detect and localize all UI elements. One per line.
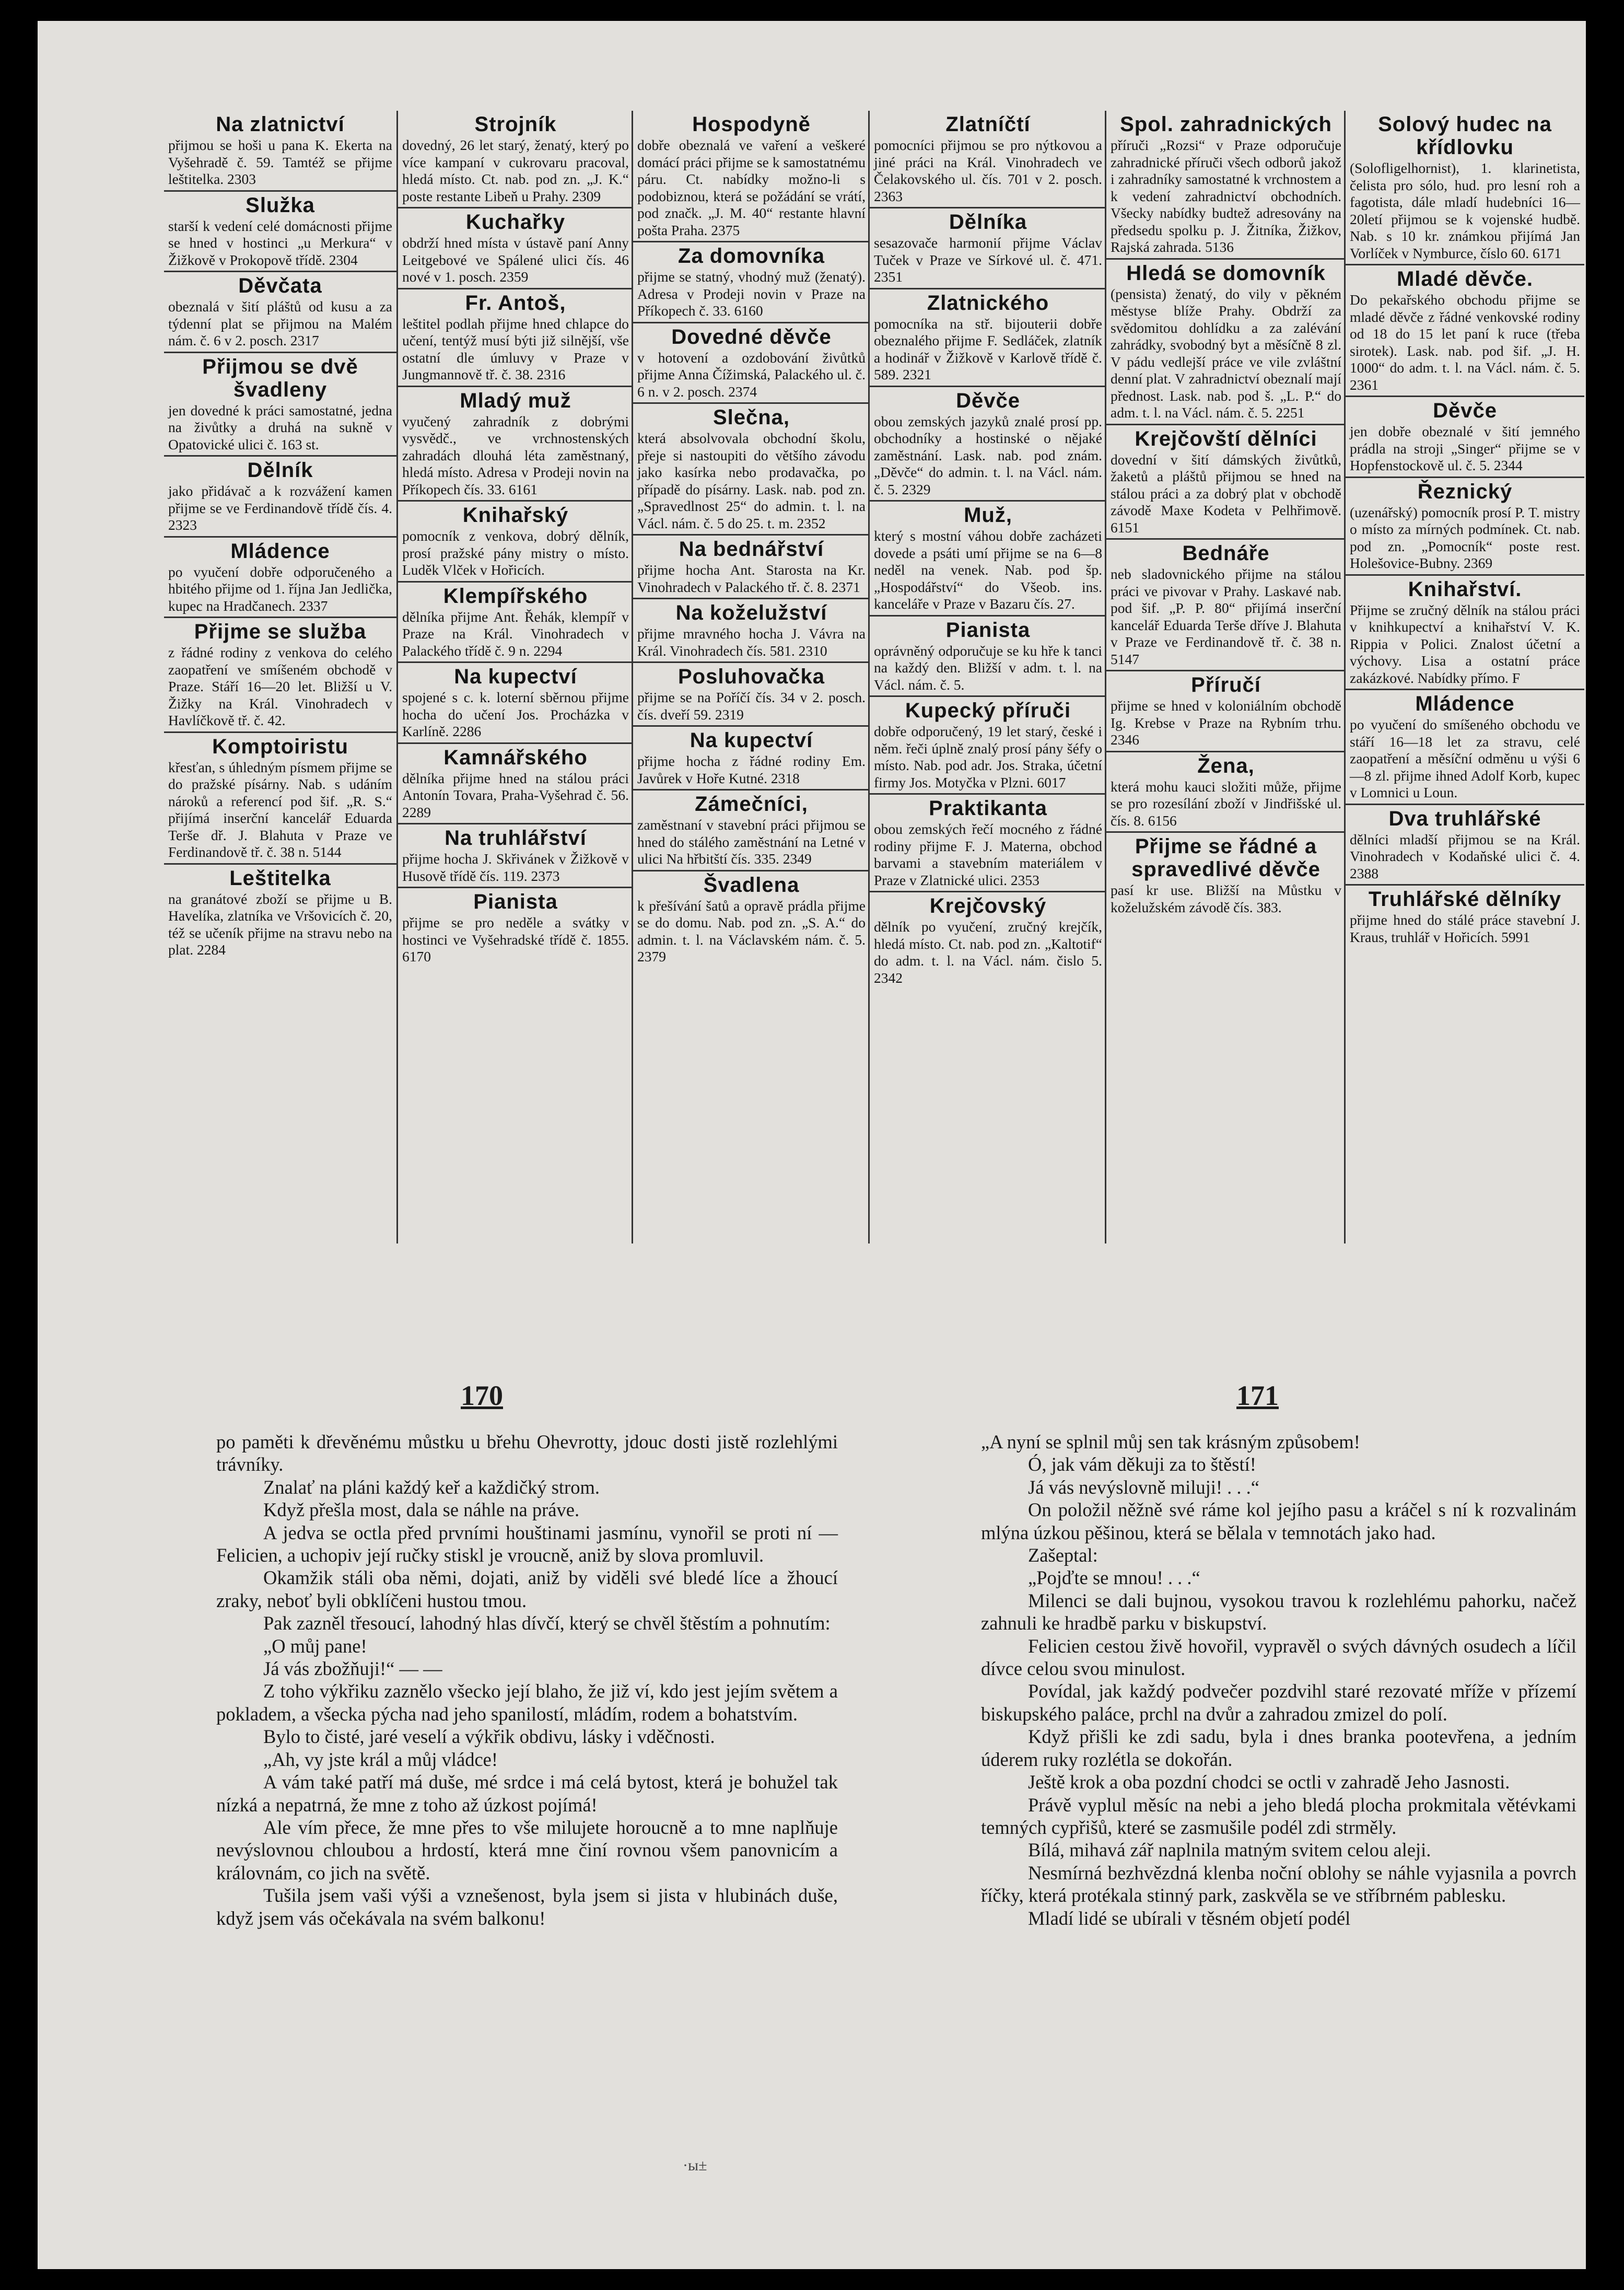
ad-column-6	[1344, 111, 1584, 1243]
story-paragraph: A vám také patří má duše, mé srdce i má celá bytost, která je bohužel tak nízká a nepatrná, že mne z toho až úzkost pojímá!	[216, 1771, 838, 1816]
ad-text: spojené s c. k. loterní sběrnou přijme hocha do učení Jos. Procházka v Karlíně. 2286	[402, 689, 629, 739]
ad-heading: Na zlatnictví	[216, 113, 345, 136]
story-paragraph: Když přišli ke zdi sadu, byla i dnes branka pootevřena, a jedním úderem ruky rozlétla se dokořán.	[981, 1726, 1576, 1770]
story-paragraph: On položil něžně své ráme kol jejího pasu a kráčel s ní k rozvalinám mlýna úzkou pěšinou, která se bělala v temnotách jako had.	[981, 1499, 1576, 1543]
ad-heading: Krejčovský	[929, 894, 1047, 917]
ad-heading: Dělníka	[949, 211, 1027, 234]
story-paragraph: Právě vyplul měsíc na nebi a jeho bledá plocha prokmitala větévkami temných cypřišů, které se zasmušile podél zdi strměly.	[981, 1794, 1576, 1838]
ad-text: vyučený zahradník z dobrými vysvědč., ve vrchnostenských zahradách dlouhá léta zaměstnaný, hledá místo. Adresa v Prodeji novin na Příkopech čís. 33. 6161	[402, 413, 629, 497]
ad-text: zaměstnaní v stavební práci přijmou se hned do stálého zaměstnání na Letné v ulici Na hřbitští čís. 335. 2349	[637, 817, 866, 867]
ad-text: pomocníka na stř. bijouterii dobře obeznalého přijme F. Sedláček, zlatník a hodinář v Žižkově v Karlově třídě č. 589. 2321	[874, 315, 1102, 382]
classified-ad	[870, 697, 1106, 795]
story-paragraph: Milenci se dali bujnou, vysokou travou k rozlehlému pahorku, načež zahnuli ke hradbě parku v biskupství.	[981, 1589, 1576, 1634]
ad-text: k přešívání šatů a opravě prádla přijme se do domu. Nab. pod zn. „S. A.“ do admin. t. l. na Václavském nám. č. 5. 2379	[637, 897, 866, 964]
ad-text: pomocník z venkova, dobrý dělník, prosí pražské pány mistry o místo. Luděk Vlček v Hořicích.	[402, 528, 629, 578]
classified-ad	[870, 892, 1106, 989]
story-paragraph: Zašeptal:	[1028, 1544, 1098, 1566]
classified-ad	[398, 888, 633, 968]
ad-heading: Kupecký příruči	[905, 699, 1071, 722]
ad-heading: Zlatnického	[927, 291, 1049, 315]
ad-heading: Pianista	[945, 618, 1031, 642]
ad-heading: Posluhovačka	[677, 665, 825, 688]
classified-ad	[870, 208, 1106, 289]
ad-text: v hotovení a ozdobování živůtků přijme Anna Čížimská, Palackého ul. č. 6 n. v 2. posch. 2374	[637, 349, 866, 400]
story-paragraph: „A nyní se splnil můj sen tak krásným způsobem!	[981, 1431, 1360, 1452]
page-number-left: 170	[461, 1380, 503, 1411]
classified-ad	[164, 353, 396, 457]
ad-heading: Přijme se služba	[194, 620, 367, 643]
ad-heading: Na kupectví	[454, 665, 577, 688]
classified-ad	[633, 663, 870, 727]
ad-heading: Knihařský	[462, 504, 569, 527]
ad-heading: Dělník	[247, 459, 313, 482]
ad-heading: Děvčata	[238, 274, 322, 297]
ad-heading: Na koželužství	[675, 601, 827, 624]
story-paragraph: „Pojďte se mnou! . . .“	[1028, 1567, 1200, 1589]
classified-ad	[1346, 478, 1584, 576]
ad-text: pomocníci přijmou se pro nýtkovou a jiné práci na Král. Vinohradech ve Čelakovského ul. čís. 701 v 2. posch. 2363	[874, 137, 1102, 204]
ad-text: která absolvovala obchodní školu, přeje si nastoupiti do většího závodu jako kasírka nebo prodavačka, po případě do písárny. Lask. nab. pod zn. „Spravedlnost 25“ do admin. t. l. na Václ. nám. č. 5 do 25. t. m. 2352	[637, 430, 866, 531]
ad-text: leštitel podlah přijme hned chlapce do učení, tentýž musí býti již silnější, vše ostatní dle úmluvy v Praze v Jungmannově tř. č. 38. 2316	[402, 315, 629, 382]
ad-heading: Komptoiristu	[212, 735, 348, 758]
classified-ad	[1346, 690, 1584, 805]
classified-ad	[398, 208, 633, 289]
classified-ad	[164, 457, 396, 538]
story-paragraph: Povídal, jak každý podvečer pozdvihl staré rezovaté mříže v přízemí biskupského paláce, prchl na dvůr a zahradou zmizel do polí.	[981, 1680, 1576, 1725]
ad-heading: Žena,	[1197, 754, 1255, 777]
ad-text: na granátové zboží se přijme u B. Havelíka, zlatníka ve Vršovicích č. 20, též se učeník přijme na stravu nebo na plat. 2284	[168, 890, 392, 958]
story-page-left	[216, 1431, 838, 1929]
ad-heading: Spol. zahradnických	[1120, 113, 1332, 136]
ad-heading: Hledá se domovník	[1126, 261, 1326, 285]
newspaper-page	[38, 21, 1586, 2269]
story-paragraph: Tušila jsem vaši výši a vznešenost, byla jsem si jista v hlubinách duše, když jsem vás očekávala na svém balkonu!	[216, 1885, 838, 1929]
ad-text: přijme hned do stálé práce stavební J. Kraus, truhlář v Hořicích. 5991	[1350, 912, 1580, 945]
ad-heading: Švadlena	[703, 873, 800, 897]
classified-ad	[164, 111, 396, 192]
story-paragraph: „Ah, vy jste král a můj vládce!	[263, 1748, 498, 1770]
ad-heading: Praktikanta	[929, 797, 1047, 820]
classified-ad	[164, 538, 396, 619]
classified-ad	[633, 242, 870, 323]
classified-ad	[398, 583, 633, 664]
ad-heading: Zámečníci,	[695, 793, 808, 816]
classified-ad	[1106, 425, 1346, 540]
ad-heading: Přijme se řádné a spravedlivé děvče	[1131, 835, 1321, 881]
ad-heading: Zlatníčtí	[945, 113, 1031, 136]
story-paragraph: Já vás nevýslovně miluji! . . .“	[1028, 1476, 1259, 1498]
classified-ad	[1106, 752, 1346, 833]
story-paragraph: Mladí lidé se ubírali v těsném objetí podél	[1028, 1907, 1351, 1929]
classified-ad	[633, 536, 870, 599]
ad-heading: Na bednářství	[679, 538, 824, 561]
classified-ad	[164, 192, 396, 273]
ad-heading: Děvče	[956, 389, 1020, 412]
ad-text: (Solofligelhornist), 1. klarinetista, čelista pro sólo, hud. pro lesní roh a fagotista, dále mladí hudebníci 16—20letí přijmou se k vojenské hudbě. Nab. s 10 kr. známkou přijímá Jan Vorlíček v Nymburce, číslo 60. 6171	[1350, 160, 1580, 261]
ad-column-4	[868, 111, 1106, 1243]
ad-text: obou zemských řečí mocného z řádné rodiny přijme F. J. Materna, obchod barvami a stavebním materiálem v Praze v Zlatnické ulici. 2353	[874, 821, 1102, 888]
ad-text: příruči „Rozsi“ v Praze odporučuje zahradnické příruči všech odborů jakož i zahradníky samostatné k vrchnostem a k vedení zahradnictví obchodních. Všecky nabídky budtež adresovány na předsedu spolku p. J. Žitníka, Žižkov, Rajská zahrada. 5136	[1111, 137, 1341, 255]
ad-heading: Příručí	[1191, 673, 1261, 696]
classified-ad	[164, 865, 396, 961]
ad-text: (uzenářský) pomocník prosí P. T. mistry o místo za mírných podmínek. Ct. nab. pod zn. „Pomocník“ poste rest. Holešovice-Bubny. 2369	[1350, 504, 1580, 571]
story-paragraph: Z toho výkřiku zaznělo všecko její blaho, že již ví, kdo jest jejím světem a pokladem, a všecka pýcha nad jeho spanilostí, mládím, rodem a bohatstvím.	[216, 1680, 838, 1725]
classified-ad	[870, 502, 1106, 617]
ad-heading: Klempířského	[443, 584, 588, 608]
story-paragraph: „O můj pane!	[263, 1635, 367, 1657]
classified-ad	[1346, 576, 1584, 691]
ad-heading: Bednáře	[1182, 542, 1270, 565]
ad-text: dobře obeznalá ve vaření a veškeré domácí práci přijme se k samostatnému páru. Ct. nabídky možno-li s podobiznou, která se požádání se vrátí, pod značk. „J. M. 40“ restante hlavní pošta Praha. 2375	[637, 137, 866, 238]
ad-text: který s mostní váhou dobře zacházeti dovede a psáti umí přijme se na 6—8 neděl na venek. Nab. pod šp. „Hospodářství“ do Všeob. ins. kanceláře v Praze v Bazaru čís. 27.	[874, 528, 1102, 612]
ad-text: neb sladovnického přijme na stálou práci ve pivovar v Prahy. Laskavé nab. pod šif. „P. P. 80“ přijímá inserční kancelář Eduarda Terše dříve J. Blahuta v Praze ve Ferdinandově tř. č. 38 n. 5147	[1111, 566, 1341, 667]
ad-text: sesazovače harmonií přijme Václav Tuček v Praze ve Sírkové ul. č. 471. 2351	[874, 235, 1102, 285]
ad-heading: Fr. Antoš,	[465, 291, 566, 315]
classified-ad	[633, 727, 870, 791]
classified-ad	[164, 272, 396, 353]
classified-ad	[633, 871, 870, 968]
ad-column-1	[164, 111, 396, 1243]
ad-text: obdrží hned místa v ústavě paní Anny Leitgebové ve Spálené ulici čís. 46 nové v 1. posch. 2359	[402, 235, 629, 285]
story-paragraph: Bílá, mihavá zář naplnila matným svitem celou aleji.	[1028, 1839, 1431, 1861]
classified-ad	[164, 618, 396, 733]
page-number-right: 171	[1236, 1380, 1279, 1411]
classified-ad	[633, 791, 870, 871]
classified-ad	[398, 502, 633, 583]
story-paragraph: Felicien cestou živě hovořil, vypravěl o svých dávných osudech a líčil dívce celou svou minulost.	[981, 1635, 1576, 1680]
classified-ad	[1346, 111, 1584, 265]
ad-heading: Truhlářské dělníky	[1368, 888, 1562, 911]
classified-ad	[870, 111, 1106, 208]
ad-text: přijme se na Poříčí čís. 34 v 2. posch. čís. dveří 59. 2319	[637, 689, 866, 723]
classified-ad	[398, 289, 633, 387]
classified-ad	[1106, 540, 1346, 671]
ad-text: Přijme se zručný dělník na stálou práci v knihkupectví a knihařství V. K. Rippia v Polici. Znalost účetní a výchovy. Lisa a ostatní práce zakázkové. Nabídky přímo. F	[1350, 601, 1580, 686]
ad-text: starší k vedení celé domácnosti přijme se hned v hostinci „u Merkura“ v Žižkově v Prokopově třídě. 2304	[168, 217, 392, 268]
classified-ad	[633, 404, 870, 536]
classified-ad	[398, 387, 633, 502]
ad-heading: Pianista	[473, 890, 558, 913]
ad-heading: Mladé děvče.	[1396, 268, 1533, 290]
classified-ad	[1106, 111, 1346, 260]
ad-heading: Za domovníka	[678, 245, 825, 268]
classified-ad	[1106, 671, 1346, 752]
ad-heading: Služka	[246, 193, 315, 217]
ad-heading: Kamnářského	[443, 746, 588, 769]
ad-heading: Knihařství.	[1408, 577, 1522, 601]
ad-text: křesťan, s úhledným písmem přijme se do pražské písárny. Nab. s udáním nároků a referencí pod šif. „R. S.“ přijímá inserční kancelář Eduarda Terše dř. J. Blahuta v Praze ve Ferdinandově tř. č. 38 n. 5144	[168, 759, 392, 860]
ad-text: pasí kr use. Bližší na Můstku v koželužském závodě čís. 383.	[1111, 882, 1341, 915]
story-paragraph: Bylo to čisté, jaré veselí a výkřik obdivu, lásky i vděčnosti.	[263, 1726, 715, 1748]
ad-heading: Přijmou se dvě švadleny	[202, 355, 358, 401]
ad-heading: Dovedné děvče	[671, 325, 832, 348]
ad-text: přijme se hned v koloniálním obchodě Ig. Krebse v Praze na Rybním trhu. 2346	[1111, 698, 1341, 748]
ad-heading: Leštitelka	[229, 866, 331, 890]
ad-heading: Muž,	[964, 504, 1012, 527]
story-paragraph: Pak zazněl třesoucí, lahodný hlas dívčí, který se chvěl štěstím a pohnutím:	[263, 1612, 831, 1634]
ad-column-3	[632, 111, 870, 1243]
classified-ad	[1106, 260, 1346, 425]
ad-heading: Dva truhlářské	[1388, 807, 1541, 830]
classified-ad	[398, 111, 633, 208]
classified-ad	[164, 733, 396, 865]
classified-ads	[164, 111, 1583, 1243]
ad-text: dělníka přijme hned na stálou práci Antonín Tovara, Praha-Vyšehrad č. 56. 2289	[402, 770, 629, 820]
classified-ad	[1106, 833, 1346, 918]
classified-ad	[398, 824, 633, 888]
story-paragraph: Nesmírná bezhvězdná klenba noční oblohy se náhle vyjasnila a povrch říčky, která protékala stinný park, zaskvěla se ve stříbrném pablesku.	[981, 1862, 1576, 1907]
ad-text: jen dovedné k práci samostatné, jedna na živůtky a druhá na sukně v Opatovické ulici č. 163 st.	[168, 402, 392, 452]
ad-text: přijme hocha Ant. Starosta na Kr. Vinohradech v Palackého tř. č. 8. 2371	[637, 562, 866, 595]
ad-text: z řádné rodiny z venkova do celého zaopatření ve smíšeném obchodě v Praze. Stáří 16—20 let. Bližší u V. Žižky na Král. Vinohradech v Havlíčkově tř. č. 42.	[168, 644, 392, 728]
ad-heading: Hospodyně	[692, 113, 811, 136]
story-paragraph: Když přešla most, dala se náhle na práve.	[263, 1499, 580, 1521]
ad-heading: Na kupectví	[690, 729, 813, 752]
story-paragraph: Ale vím přece, že mne přes to vše milujete horoucně a to mne naplňuje nevýslovnou chloubou a hrdostí, která mne činí rovnou všem panovnicím a královnám, co jich na světě.	[216, 1816, 838, 1884]
ad-heading: Krejčovští dělníci	[1135, 427, 1317, 450]
story-paragraph: Znalať na pláni každý keř a každičký strom.	[263, 1476, 600, 1498]
ad-text: jako přidávač a k rozvážení kamen přijme se ve Ferdinandově třídě čís. 4. 2323	[168, 483, 392, 533]
story-paragraph: Okamžik stáli oba němi, dojati, aniž by viděli své bledé líce a žhoucí zraky, neboť byli obklíčeni hustou tmou.	[216, 1567, 838, 1611]
ad-heading: Mládence	[230, 539, 330, 563]
ad-heading: Mládence	[1415, 692, 1515, 715]
ad-text: přijme hocha z řádné rodiny Em. Javůrek v Hoře Kutné. 2318	[637, 753, 866, 786]
ad-heading: Děvče	[1433, 399, 1497, 422]
ad-text: která mohu kauci složiti může, přijme se pro rozesílání zboží v Jindřišské ul. čís. 8. 6156	[1111, 778, 1341, 829]
classified-ad	[398, 663, 633, 744]
story-paragraph: Já vás zbožňuji!“ — —	[263, 1658, 442, 1680]
classified-ad	[870, 387, 1106, 502]
ad-text: dovední v šití dámských živůtků, žaketů a pláštů přijmou se hned na stálou práci a za dobrý plat v obchodě závodě Maxe Kodeta v Pelhřimově. 6151	[1111, 451, 1341, 536]
classified-ad	[1346, 397, 1584, 478]
classified-ad	[1346, 265, 1584, 397]
story-paragraph: Ó, jak vám děkuji za to štěstí!	[1028, 1454, 1256, 1475]
story-paragraph: po paměti k dřevěnému můstku u břehu Ohevrotty, jdouc dosti jistě rozlehlými trávníky.	[216, 1431, 838, 1475]
ad-text: dělníka přijme Ant. Řehák, klempíř v Praze na Král. Vinohradech v Palackého třídě č. 9 n. 2294	[402, 608, 629, 659]
ad-text: přijme mravného hocha J. Vávra na Král. Vinohradech čís. 581. 2310	[637, 625, 866, 659]
ad-column-2	[396, 111, 633, 1243]
ad-text: dělník po vyučení, zručný krejčík, hledá místo. Ct. nab. pod zn. „Kaltotif“ do adm. t. l. na Václ. nám. čislo 5. 2342	[874, 919, 1102, 986]
ad-column-5	[1105, 111, 1346, 1243]
ad-text: po vyučení dobře odporučeného a hbitého přijme od 1. října Jan Jedlička, kupec na Hradčanech. 2337	[168, 563, 392, 614]
ad-text: (pensista) ženatý, do vily v pěkném městyse blíže Prahy. Obdrží za svědomitou dohlídku a za zalévání zahrádky, svobodný byt a měsíčně 8 zl. V pádu vedlejší práce ve vile zvláštní denní plat. V zahradnictví obeznalí mají přednost. Lask. nab. pod š. „L. P.“ do adm. t. l. na Václ. nám. č. 5. 2251	[1111, 285, 1341, 421]
classified-ad	[1346, 805, 1584, 886]
ad-text: přijme se pro neděle a svátky v hostinci ve Vyšehradské třídě č. 1855. 6170	[402, 914, 629, 964]
story-paragraph: A jedva se octla před prvními houštinami jasmínu, vynořil se proti ní — Felicien, a uchopiv její ručky stiskl je vroucně, aniž by slova promluvil.	[216, 1521, 838, 1566]
ad-text: oprávněný odporučuje se ku hře k tanci na každý den. Bližší v adm. t. l. na Václ. nám. č. 5.	[874, 642, 1102, 693]
ad-heading: Řeznický	[1417, 480, 1513, 503]
classified-ad	[870, 289, 1106, 387]
classified-ad	[398, 744, 633, 825]
ad-text: jen dobře obeznalé v šití jemného prádla na stroji „Singer“ přijme se v Hopfenstockově ul. č. 5. 2344	[1350, 423, 1580, 473]
ad-text: Do pekařského obchodu přijme se mladé děvče z řádné venkovské rodiny od 18 do 15 let paní k ruce (třeba sirotek). Lask. nab. pod šif. „J. H. 1000“ do adm. t. l. na Václ. nám. č. 5. 2361	[1350, 292, 1580, 393]
ad-heading: Na truhlářství	[445, 827, 587, 850]
ad-heading: Mladý muž	[460, 389, 571, 412]
ad-text: obou zemských jazyků znalé prosí pp. obchodníky a hostinské o nějaké zaměstnání. Lask. nab. pod znám. „Děvče“ do admin. t. l. na Václ. nám. č. 5. 2329	[874, 413, 1102, 497]
classified-ad	[633, 599, 870, 663]
classified-ad	[1346, 886, 1584, 948]
classified-ad	[633, 323, 870, 404]
ad-text: dobře odporučený, 19 let starý, české i něm. řeči úplně znalý prosí pány šéfy o místo. Nab. pod adr. Jos. Straka, účetní firmy Jos. Motyčka v Plzni. 6017	[874, 723, 1102, 791]
classified-ad	[870, 795, 1106, 892]
ad-heading: Solový hudec na křídlovku	[1378, 113, 1552, 159]
story-paragraph: Ještě krok a oba pozdní chodci se octli v zahradě Jeho Jasnosti.	[1028, 1771, 1510, 1793]
ad-text: přijme se statný, vhodný muž (ženatý). Adresa v Prodeji novin v Praze na Příkopech č. 33. 6160	[637, 269, 866, 319]
ad-heading: Strojník	[474, 113, 557, 136]
story-page-right	[981, 1431, 1576, 1929]
ad-text: přijmou se hoši u pana K. Ekerta na Vyšehradě č. 59. Tamtéž se přijme leštitelka. 2303	[168, 137, 392, 187]
ad-text: obeznalá v šití pláštů od kusu a za týdenní plat se přijmou na Malém nám. č. 6 v 2. posch. 2317	[168, 298, 392, 348]
ad-heading: Kuchařky	[465, 211, 566, 234]
ad-heading: Slečna,	[712, 406, 790, 429]
stray-print-mark: ·ы±	[683, 2157, 707, 2174]
classified-ad	[870, 617, 1106, 698]
ad-text: přijme hocha J. Skřivánek v Žižkově v Husově třídě čís. 119. 2373	[402, 851, 629, 884]
classified-ad	[633, 111, 870, 242]
ad-text: dovedný, 26 let starý, ženatý, který po více kampaní v cukrovaru pracoval, hledá místo. Ct. nab. pod zn. „J. K.“ poste restante Libeň u Prahy. 2309	[402, 137, 629, 204]
ad-text: po vyučení do smíšeného obchodu ve stáří 16—18 let za stravu, celé zaopatření a měsíční odměnu u výši 6—8 zl. přijme ihned Adolf Korb, kupec v Lomnici u Loun.	[1350, 716, 1580, 800]
ad-text: dělníci mladší přijmou se na Král. Vinohradech v Kodaňské ulici č. 4. 2388	[1350, 831, 1580, 881]
